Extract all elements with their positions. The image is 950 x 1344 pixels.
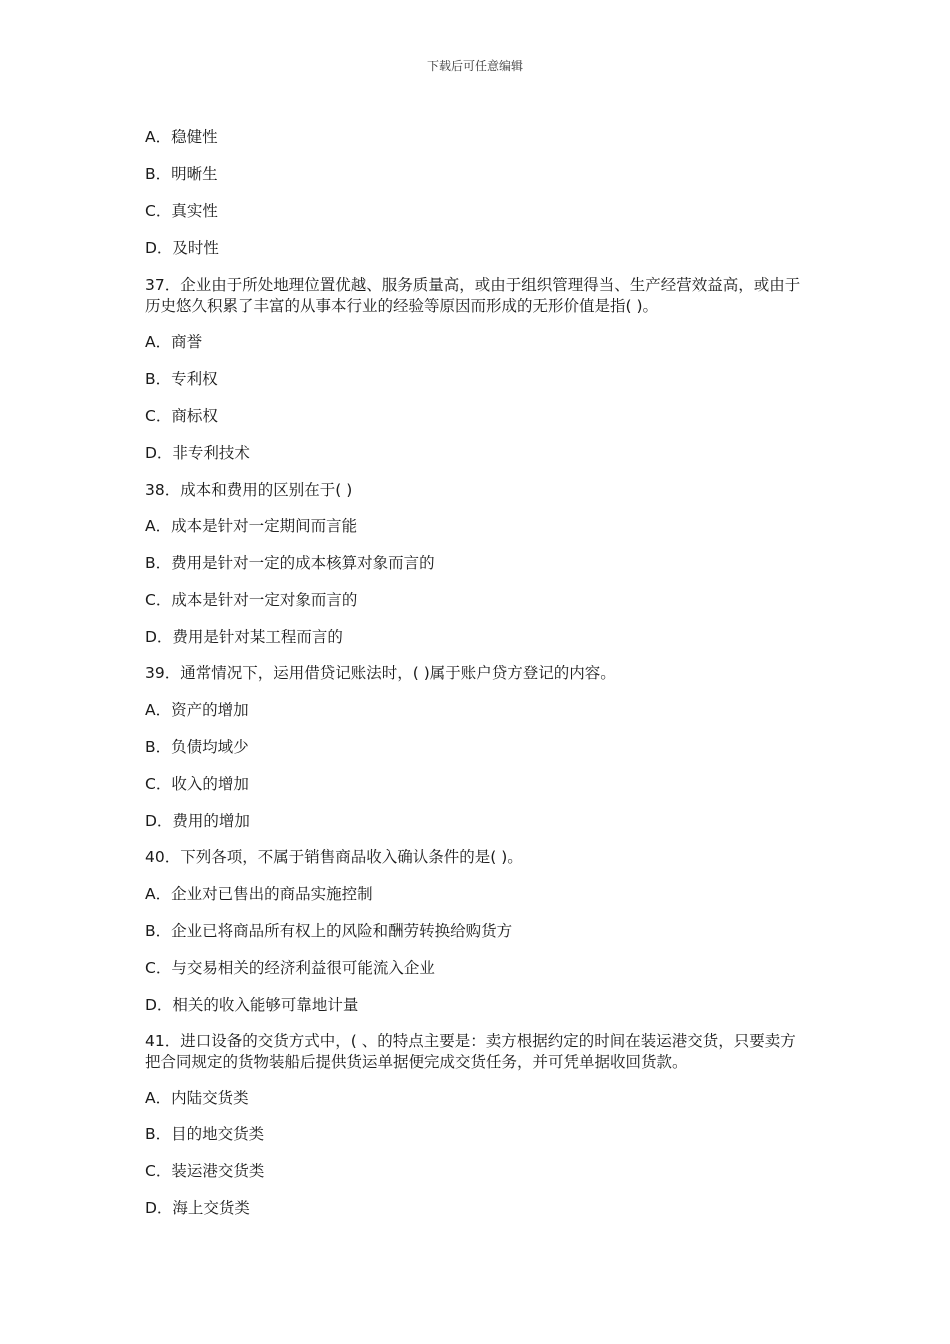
option-40-d: D．相关的收入能够可靠地计量: [145, 996, 359, 1014]
option-38-a: A．成本是针对一定期间而言能: [145, 517, 358, 535]
option-41-d: D．海上交货类: [145, 1199, 250, 1217]
option-36-d: D．及时性: [145, 239, 219, 257]
option-38-d: D．费用是针对某工程而言的: [145, 628, 343, 646]
option-37-c: C．商标权: [145, 407, 218, 425]
option-41-a: A．内陆交货类: [145, 1089, 249, 1107]
question-39: 39．通常情况下，运用借贷记账法时，( )属于账户贷方登记的内容。: [145, 664, 616, 682]
option-39-c: C．收入的增加: [145, 775, 249, 793]
option-40-a: A．企业对已售出的商品实施控制: [145, 885, 373, 903]
page-header: 下载后可任意编辑: [426, 59, 523, 73]
option-36-c: C．真实性: [145, 202, 218, 220]
option-40-b: B．企业已将商品所有权上的风险和酬劳转换给购货方: [145, 922, 513, 940]
option-36-b: B．明晰生: [145, 165, 218, 183]
option-38-b: B．费用是针对一定的成本核算对象而言的: [145, 554, 435, 572]
option-37-b: B．专利权: [145, 370, 218, 388]
option-37-d: D．非专利技术: [145, 444, 250, 462]
option-39-b: B．负债均域少: [145, 738, 249, 756]
option-37-a: A．商誉: [145, 333, 203, 351]
option-38-c: C．成本是针对一定对象而言的: [145, 591, 358, 609]
option-39-a: A．资产的增加: [145, 701, 249, 719]
option-40-c: C．与交易相关的经济利益很可能流入企业: [145, 959, 435, 977]
question-38: 38．成本和费用的区别在于( ): [145, 481, 353, 499]
option-39-d: D．费用的增加: [145, 812, 250, 830]
question-37: 37．企业由于所处地理位置优越、服务质量高，或由于组织管理得当、生产经营效益高，或由于历史悠久积累了丰富的从事本行业的经验等原因而形成的无形价值是指( )。: [145, 276, 801, 315]
option-41-b: B．目的地交货类: [145, 1125, 265, 1143]
question-40: 40．下列各项，不属于销售商品收入确认条件的是( )。: [145, 848, 523, 866]
option-36-a: A．稳健性: [145, 128, 218, 146]
question-41: 41．进口设备的交货方式中，( 、的特点主要是：卖方根据约定的时间在装运港交货，只要卖方把合同规定的货物装船后提供货运单据便完成交货任务，并可凭单据收回货款。: [145, 1032, 796, 1071]
option-41-c: C．装运港交货类: [145, 1162, 265, 1180]
